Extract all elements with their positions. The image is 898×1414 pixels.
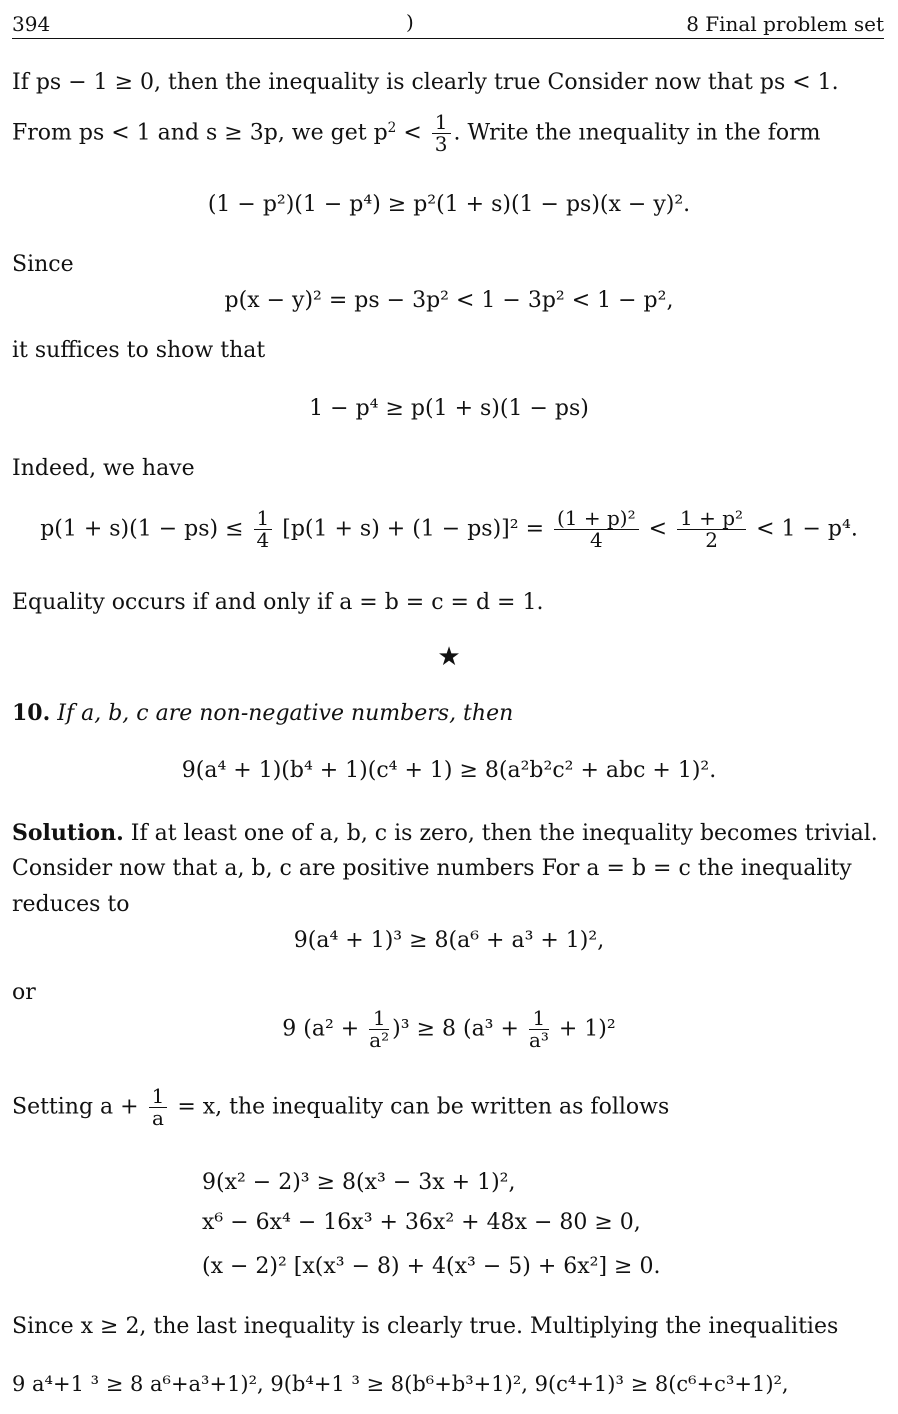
equation-2: p(x − y)² = ps − 3p² < 1 − 3p² < 1 − p², [224, 288, 674, 313]
closing-line-1: Since x ≥ 2, the last inequality is clearly true. Multiplying the inequalities [12, 1314, 839, 1339]
equation-8: 9(x² − 2)³ ≥ 8(x³ − 3x + 1)², [202, 1170, 516, 1195]
eq7-part-a: 9 (a² + [282, 1016, 367, 1042]
header-mark: ) [406, 10, 414, 34]
equation-3: 1 − p⁴ ≥ p(1 + s)(1 − ps) [309, 396, 589, 421]
fraction-1pp2-over-2 [677, 508, 746, 551]
equation-1: (1 − p²)(1 − p⁴) ≥ p²(1 + s)(1 − ps)(x − y)². [207, 192, 691, 217]
star-separator-icon: ★ [437, 642, 461, 672]
text-line-2b: < [396, 120, 429, 146]
setting-part-b: = x, the inequality can be written as follows [170, 1094, 670, 1120]
equality-line: Equality occurs if and only if a = b = c = d = 1. [12, 590, 544, 615]
text-line-1: If ps − 1 ≥ 0, then the inequality is clearly true Consider now that ps < 1. [12, 70, 839, 95]
problem-number: 10. [12, 700, 51, 726]
solution-line-2: Consider now that a, b, c are positive numbers For a = b = c the inequality [12, 856, 852, 881]
eq4-part-c: < [641, 516, 675, 542]
frac-den: a [151, 1106, 164, 1130]
fraction-quarter [254, 508, 273, 551]
frac-den: a³ [528, 1028, 549, 1052]
equation-10: (x − 2)² [x(x³ − 8) + 4(x³ − 5) + 6x²] ≥ 0. [202, 1254, 661, 1279]
problem-statement [12, 700, 513, 726]
frac-den: 3 [434, 132, 448, 156]
frac-den: 4 [256, 528, 270, 552]
equation-5: 9(a⁴ + 1)(b⁴ + 1)(c⁴ + 1) ≥ 8(a²b²c² + abc + 1)². [181, 758, 717, 783]
fraction-1-over-a3 [529, 1008, 549, 1051]
solution-text-1: If at least one of a, b, c is zero, then the inequality becomes trivial. [123, 821, 878, 846]
solution-line-3: reduces to [12, 892, 130, 917]
eq7-part-b: )³ ≥ 8 (a³ + [392, 1016, 526, 1042]
eq4-part-b: [p(1 + s) + (1 − ps)]² = [275, 516, 551, 542]
closing-line-2: 9 a⁴+1 ³ ≥ 8 a⁶+a³+1)², 9(b⁴+1 ³ ≥ 8(b⁶+b³+1)², 9(c⁴+1)³ ≥ 8(c⁶+c³+1)², [12, 1372, 789, 1396]
frac-den: 4 [589, 528, 603, 552]
fraction-one-third [432, 112, 451, 155]
frac-num: (1 + p)² [554, 508, 639, 530]
frac-num: 1 [529, 1008, 549, 1030]
equation-9: x⁶ − 6x⁴ − 16x³ + 36x² + 48x − 80 ≥ 0, [202, 1210, 641, 1235]
eq7-part-c: + 1)² [551, 1016, 616, 1042]
exp-2: 2 [387, 120, 397, 136]
equation-4 [0, 508, 898, 551]
eq4-part-d: < 1 − p⁴. [749, 516, 858, 542]
solution-label: Solution. [12, 820, 124, 846]
text-line-2a: From ps < 1 and s ≥ 3p, we get p [12, 120, 388, 146]
or-label: or [12, 980, 36, 1005]
page-number: 394 [12, 12, 51, 36]
suffices-line: it suffices to show that [12, 338, 266, 363]
problem-text: If a, b, c are non-negative numbers, then [57, 701, 514, 726]
eq4-part-a: p(1 + s)(1 − ps) ≤ [40, 516, 251, 542]
running-header [12, 6, 884, 39]
text-line-2c: . Write the ınequality in the form [453, 120, 821, 146]
fraction-1-over-a2 [369, 1008, 389, 1051]
frac-num: 1 [432, 112, 451, 134]
fraction-1-over-a [149, 1086, 168, 1129]
frac-num: 1 [369, 1008, 389, 1030]
setting-part-a: Setting a + [12, 1094, 146, 1120]
indeed-line: Indeed, we have [12, 456, 195, 481]
frac-den: 2 [705, 528, 718, 552]
equation-7 [0, 1008, 898, 1051]
equation-6: 9(a⁴ + 1)³ ≥ 8(a⁶ + a³ + 1)², [293, 928, 605, 953]
text-line-2 [12, 112, 820, 155]
fraction-1p-squared-over-4 [554, 508, 639, 551]
frac-num: 1 [149, 1086, 168, 1108]
frac-den: a² [369, 1028, 390, 1052]
frac-num: 1 [254, 508, 273, 530]
solution-line-1 [12, 820, 878, 846]
setting-line [12, 1086, 669, 1129]
since-label: Since [12, 252, 74, 277]
chapter-title: 8 Final problem set [686, 12, 884, 36]
frac-num: 1 + p² [677, 508, 746, 530]
